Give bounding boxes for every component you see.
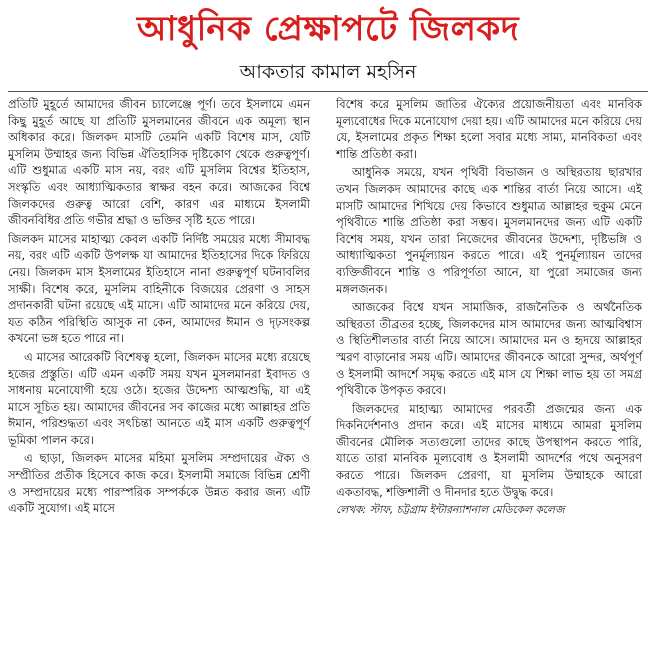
paragraph: বিশেষ করে মুসলিম জাতির ঐক্যের প্রয়োজনীয়তা এবং মানবিক মূল্যবোধের দিকে মনোযোগ দেয়া হয়। এটি আমাদের মনে করিয়ে দেয় যে, ইসলামের প্রকৃত শিক্ষা হলো সবার মধ্যে সাম্য, মানবিকতা এবং শান্তি প্রতিষ্ঠা করা।	[336, 97, 642, 161]
article-title: আধুনিক প্রেক্ষাপটে জিলকদ	[136, 9, 520, 49]
paragraph: জিলকদের মাহাত্ম্য আমাদের পরবর্তী প্রজন্মের জন্য এক দিকনির্দেশনাও প্রদান করে। এই মাসের মাধ্যমে আমরা মুসলিম জীবনের মৌলিক সত্যগুলো তাদের কাছে উপস্থাপন করতে পারি, যাতে তারা মানবিক মূল্যবোধ ও ইসলামী আদর্শের পথে অনুসরণ করতে পারে। জিলকদ প্রেরণা, যা মুসলিম উম্মাহকে আরো একতাবদ্ধ, শক্তিশালী ও দীনদার হতে উদ্বুদ্ধ করে।	[336, 401, 642, 499]
paragraph: প্রতিটি মুহূর্তে আমাদের জীবন চ্যালেঞ্জে পূর্ণ। তবে ইসলামে এমন কিছু মুহূর্ত আছে যা প্রতিটি মুসলমানের জীবনে এক অমূল্য স্থান অধিকার করে। জিলকদ মাসটি তেমনি একটি বিশেষ মাস, যেটি মুসলিম উম্মাহর জন্য বিভিন্ন ঐতিহাসিক দৃষ্টিকোণ থেকে গুরুত্বপূর্ণ। এটি শুধুমাত্র একটি মাস নয়, বরং এটি মুসলিম বিশ্বের ইতিহাস, সংস্কৃতি এবং আধ্যাত্মিকতার স্বাক্ষর বহন করে। আজকের বিশ্বে জিলকদের গুরুত্ব আরো বেশি, কারণ এর মাধ্যমে ইসলামী জীবনবিধির প্রতি গভীর শ্রদ্ধা ও ভক্তির সৃষ্টি হতে পারে।	[8, 97, 310, 228]
left-column	[8, 96, 310, 519]
paragraph: আধুনিক সময়ে, যখন পৃথিবী বিভাজন ও অস্থিরতায় ছারখার তখন জিলকদ আমাদের কাছে এক শান্তির বার্তা নিয়ে আসে। এই মাসটি আমাদের শিখিয়ে দেয় কিভাবে শুধুমাত্র আল্লাহর হুকুম মেনে পৃথিবীতে শান্তি প্রতিষ্ঠা করা সম্ভব। মুসলমানদের জন্য এটি একটি বিশেষ সময়, যখন তারা নিজেদের জীবনের উদ্দেশ্য, দৃষ্টিভঙ্গি ও আধ্যাত্মিকতা পুনর্মূল্যায়ন করতে পারে। এই পুনর্মূল্যায়ন তাদের ব্যক্তিজীবনে শান্তি ও পরিপূর্ণতা আনে, যা পুরো সমাজের জন্য মঙ্গলজনক।	[336, 165, 642, 296]
header-divider	[8, 91, 648, 92]
article-author: আকতার কামাল মহসিন	[239, 61, 417, 83]
paragraph: এ মাসের আরেকটি বিশেষত্ব হলো, জিলকদ মাসের মধ্যে রয়েছে হজের প্রস্তুতি। এটি এমন একটি সময় যখন মুসলমানরা ইবাদত ও সাধনায় মনোযোগী হয়ে ওঠে। হজের উদ্দেশ্য আত্মশুদ্ধি, যা এই মাসে সূচিত হয়। আমাদের জীবনের সব কাজের মধ্যে আল্লাহর প্রতি ঈমান, পরিশুদ্ধতা এবং সৎচিন্তা আনতে এই মাস একটি গুরুত্বপূর্ণ ভূমিকা পালন করে।	[8, 349, 310, 447]
paragraph: আজকের বিশ্বে যখন সামাজিক, রাজনৈতিক ও অর্থনৈতিক অস্থিরতা তীব্রতর হচ্ছে, জিলকদের মাস আমাদের জন্য আত্মবিশ্বাস ও স্থিতিশীলতার বার্তা নিয়ে আসে। আমাদের মন ও হৃদয়ে আল্লাহর স্মরণ বাড়ানোর সময় এটি। আমাদের জীবনকে আরো সুন্দর, অর্থপূর্ণ ও ইসলামী আদর্শে সমৃদ্ধ করতে এই মাস যে শিক্ষা লাভ হয় তা সমগ্র পৃথিবীকে উপকৃত করবে।	[336, 300, 642, 398]
paragraph: জিলকদ মাসের মাহাত্ম্য কেবল একটি নির্দিষ্ট সময়ের মধ্যে সীমাবদ্ধ নয়, বরং এটি একটি উপলক্ষ যা আমাদের ইতিহাসের দিকে ফিরিয়ে নেয়। জিলকদ মাস ইসলামের ইতিহাসে নানা গুরুত্বপূর্ণ ঘটনাবলির সাক্ষী। বিশেষ করে, মুসলিম বাহিনীকে বিজয়ের প্রেরণা ও সাহস প্রদানকারী ঘটনা রয়েছে এই মাসে। এটি আমাদের মনে করিয়ে দেয়, যত কঠিন পরিস্থিতি আসুক না কেন, আমাদের ঈমান ও দৃঢ়সংকল্প কখনো ভঙ্গ হতে পারে না।	[8, 231, 310, 346]
right-column	[336, 96, 642, 518]
author-byline: লেখক: স্টাফ, চট্টগ্রাম ইন্টারন্যাশনাল মেডিকেল কলেজ	[336, 504, 565, 517]
paragraph: এ ছাড়া, জিলকদ মাসের মহিমা মুসলিম সম্প্রদায়ের ঐক্য ও সম্প্রীতির প্রতীক হিসেবে কাজ করে। ইসলামী সমাজে বিভিন্ন শ্রেণী ও সম্প্রদায়ের মধ্যে পারস্পরিক সম্পর্ককে উন্নত করার জন্য এটি একটি সুযোগ। এই মাসে	[8, 451, 310, 516]
